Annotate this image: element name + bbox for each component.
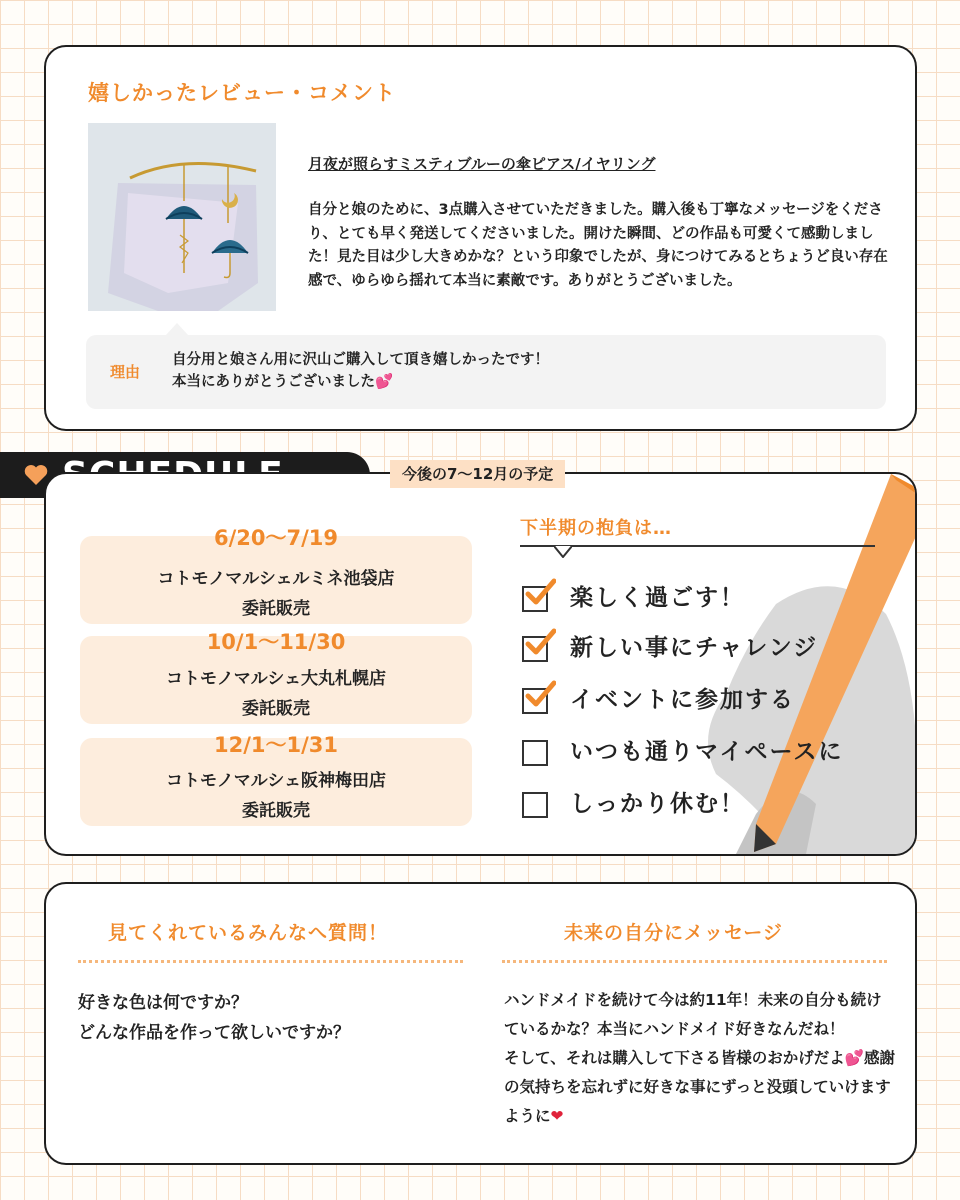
schedule-type-1: 委託販売 (242, 599, 310, 619)
message-title: 未来の自分にメッセージ (564, 922, 783, 944)
question-title: 見てくれているみんなへ質問！ (108, 922, 389, 944)
goal-label-5: しっかり休む！ (570, 791, 745, 817)
question-line-1: 好きな色は何ですか？ (78, 993, 248, 1013)
goal-label-4: いつも通りマイペースに (570, 739, 844, 765)
message-text (504, 986, 896, 1131)
review-heading: 嬉しかったレビュー・コメント (88, 81, 396, 105)
schedule-date-3: 12/1〜1/31 (213, 733, 338, 757)
heart-icon (24, 464, 48, 486)
schedule-venue-2: コトモノマルシェ大丸札幌店 (165, 669, 387, 689)
goal-label-2: 新しい事にチャレンジ (570, 635, 819, 661)
message-paragraph-2 (504, 1044, 896, 1131)
reason-text (172, 349, 549, 393)
schedule-type-2: 委託販売 (242, 699, 310, 719)
reason-box (86, 335, 886, 409)
checkbox-unchecked[interactable] (522, 792, 548, 818)
message-card (44, 882, 917, 1165)
product-photo[interactable] (88, 123, 276, 311)
review-text: 自分と娘のために、3点購入させていただきました。購入後も丁寧なメッセージをくださり、とても早く発送してくださいました。開けた瞬間、どの作品も可愛くて感動しました！見た目は少し大きめかな？という印象でしたが、身につけてみるとちょうど良い存在感で、ゆらゆら揺れて本当に素敵です。ありがとうございました。 (308, 202, 888, 289)
reason-line-1: 自分用と娘さん用に沢山ご購入して頂き嬉しかったです！ (172, 352, 549, 368)
product-title-link[interactable]: 月夜が照らすミスティブルーの傘ピアス/イヤリング (308, 155, 656, 173)
two-hearts-icon: 💕 (844, 1049, 865, 1067)
question-text (78, 988, 350, 1048)
umbrella-earrings-image (88, 123, 276, 311)
schedule-venue-3: コトモノマルシェ阪神梅田店 (165, 771, 387, 791)
schedule-date-1: 6/20〜7/19 (213, 526, 338, 550)
message-part-2: そして、それは購入して下さる皆様のおかげだよ (504, 1049, 845, 1067)
check-icon (524, 628, 556, 658)
message-divider (502, 960, 887, 963)
question-divider (78, 960, 463, 963)
schedule-card (44, 472, 917, 856)
reason-line-2-text: 本当にありがとうございました (172, 374, 375, 390)
schedule-type-3: 委託販売 (242, 801, 310, 821)
schedule-venue-1: コトモノマルシェルミネ池袋店 (157, 569, 395, 589)
goals-divider (520, 545, 875, 547)
message-part-3: 感謝の気持ちを忘れずに好きな事にずっと没頭していけますように (504, 1049, 896, 1125)
caret-down-icon (554, 546, 572, 558)
question-line-2: どんな作品を作って欲しいですか？ (78, 1023, 350, 1043)
checkbox-unchecked[interactable] (522, 740, 548, 766)
goal-label-1: 楽しく過ごす！ (570, 585, 745, 611)
red-heart-icon: ❤ (550, 1107, 564, 1125)
reason-label: 理由 (110, 363, 141, 381)
schedule-subtitle: 今後の7〜12月の予定 (390, 460, 565, 488)
check-icon (524, 578, 556, 608)
reason-line-2 (172, 371, 549, 393)
review-card (44, 45, 917, 431)
goal-label-3: イベントに参加する (570, 687, 795, 713)
two-hearts-icon: 💕 (375, 374, 394, 390)
message-paragraph-1: ハンドメイドを続けて今は約11年！未来の自分も続けているかな？本当にハンドメイド好きなんだね！ (504, 991, 882, 1038)
check-icon (524, 680, 556, 710)
schedule-date-2: 10/1〜11/30 (206, 630, 346, 654)
goals-title: 下半期の抱負は… (520, 518, 672, 539)
